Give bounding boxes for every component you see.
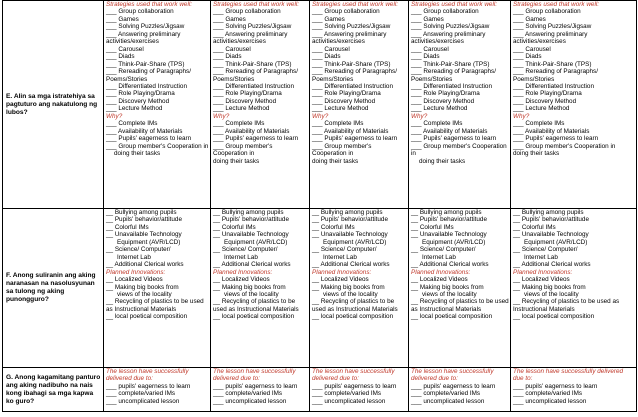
- strategies-cell-1: [104, 1, 211, 209]
- problem-item: Internet Lab: [524, 253, 558, 261]
- problem-item: __ Additional Clerical works: [513, 261, 591, 269]
- why-item: ___ Pupils' eagerness to learn: [312, 135, 398, 143]
- problem-item: __ Science/ Computer/: [411, 246, 476, 254]
- why-item: ___ Complete IMs: [106, 120, 158, 128]
- strategy-item: ___ Differentiated Instruction: [106, 82, 187, 90]
- strategy-item: ___ Differentiated Instruction: [411, 82, 492, 90]
- problems-cell-2: [211, 209, 310, 368]
- problem-item: Equipment (AVR/LCD): [524, 238, 588, 246]
- strategy-item: ___ Carousel: [312, 45, 350, 53]
- strategy-item: ___ Role Playing/Drama: [411, 90, 480, 98]
- innovation-item: __ Recycling of plastics to be used as Instructional Materials: [213, 298, 299, 313]
- strategy-item: ___ Think-Pair-Share (TPS): [312, 60, 391, 68]
- strategy-item: ___ Discovery Method: [513, 97, 577, 105]
- why-item: ___ Availability of Materials: [312, 127, 389, 135]
- strategies-cell-2: [211, 1, 310, 209]
- strategy-item: ___ Role Playing/Drama: [312, 90, 381, 98]
- materials-item: ___ uncomplicated lesson: [106, 397, 180, 405]
- problem-item: __ Science/ Computer/: [106, 246, 171, 254]
- strategies-heading: Strategies used that work well:: [213, 1, 300, 8]
- problem-item: Internet Lab: [323, 253, 357, 261]
- problem-item: __ Pupils' behavior/attitude: [213, 216, 289, 224]
- row-g-label: [3, 368, 104, 412]
- strategy-item: ___ Role Playing/Drama: [213, 90, 282, 98]
- materials-item: ___ complete/varied IMs: [513, 390, 583, 398]
- strategy-item: ___ Carousel: [513, 45, 551, 53]
- problem-item: __ Additional Clerical works: [106, 261, 184, 269]
- why-item: ___ Group member's Cooperation in: [106, 142, 209, 150]
- why-item: ___ Pupils' eagerness to learn: [513, 135, 599, 143]
- strategies-heading: Strategies used that work well:: [411, 1, 498, 8]
- strategy-item: ___ Rereading of Paragraphs/ Poems/Stories: [411, 68, 496, 83]
- strategies-cell-5: [511, 1, 637, 209]
- problem-item: __ Bullying among pupils: [106, 209, 177, 216]
- strategy-item: ___ Lecture Method: [312, 105, 369, 113]
- problems-cell-5: [511, 209, 637, 368]
- strategy-item: ___ Carousel: [213, 45, 251, 53]
- innovation-item: __ local poetical composition: [312, 313, 394, 321]
- why-item: ___ Group member's Cooperation in: [213, 142, 273, 158]
- why-heading: Why?: [513, 112, 530, 120]
- why-heading: Why?: [312, 112, 329, 120]
- innovation-item: __ local poetical composition: [213, 313, 295, 321]
- innovation-item: views of the locality: [524, 290, 579, 298]
- materials-item: ___ pupils' eagerness to learn: [312, 382, 397, 390]
- materials-item: ___ pupils' eagerness to learn: [213, 382, 298, 390]
- why-item: ___ Availability of Materials: [213, 127, 290, 135]
- strategy-item: ___ Role Playing/Drama: [513, 90, 582, 98]
- why-item: ___ Group member's Cooperation in: [312, 142, 372, 158]
- innovation-item: __ Making big books from: [513, 283, 586, 291]
- strategy-item: ___ Games: [411, 15, 444, 23]
- why-item: doing their tasks: [312, 157, 359, 165]
- strategy-item: ___ Solving Puzzles/Jigsaw: [411, 23, 490, 31]
- innovation-item: views of the locality: [224, 290, 279, 298]
- innovation-item: __ Recycling of plastics to be used as Instructional Materials: [106, 298, 204, 313]
- problem-item: __ Science/ Computer/: [312, 246, 377, 254]
- materials-heading: The lesson have successfully delivered due to:: [411, 368, 494, 383]
- problem-item: __ Pupils' behavior/attitude: [411, 216, 487, 224]
- strategy-item: ___ Diads: [513, 53, 542, 61]
- materials-item: ___ pupils' eagerness to learn: [513, 382, 598, 390]
- why-item: ___ Group member's Cooperation in: [411, 142, 507, 158]
- materials-cell-1: [104, 368, 211, 412]
- strategy-item: ___ Games: [106, 15, 139, 23]
- why-item: ___ Availability of Materials: [513, 127, 590, 135]
- innovation-item: __ Making big books from: [213, 283, 286, 291]
- innovation-item: __ Localized Videos: [106, 276, 163, 284]
- materials-item: ___ pupils' eagerness to learn: [411, 382, 496, 390]
- materials-item: ___ complete/varied IMs: [411, 390, 481, 398]
- strategy-item: ___ Answering preliminary activities/exercises: [213, 30, 288, 46]
- strategy-item: ___ Solving Puzzles/Jigsaw: [213, 23, 292, 31]
- innovation-item: __ Making big books from: [106, 283, 179, 291]
- problem-item: __ Pupils' behavior/attitude: [312, 216, 388, 224]
- problem-item: Internet Lab: [422, 253, 456, 261]
- materials-item: ___ uncomplicated lesson: [513, 397, 587, 405]
- innovation-item: __ Making big books from: [411, 283, 484, 291]
- problem-item: __ Unavailable Technology: [213, 231, 289, 239]
- strategy-item: ___ Group collaboration: [312, 8, 380, 16]
- problem-item: __ Pupils' behavior/attitude: [106, 216, 182, 224]
- strategy-item: ___ Answering preliminary activities/exercises: [106, 30, 181, 46]
- problem-item: __ Additional Clerical works: [213, 261, 291, 269]
- materials-heading: The lesson have successfully delivered due to:: [513, 368, 624, 383]
- row-e-label-text: E. Alin sa mga istratehiya sa pagtuturo ang nakatulong ng lubos?: [6, 92, 98, 116]
- materials-item: ___ pupils' eagerness to learn: [106, 382, 191, 390]
- why-item: ___ Complete IMs: [312, 120, 364, 128]
- strategy-item: ___ Diads: [411, 53, 440, 61]
- row-strategies: [3, 1, 637, 209]
- problem-item: __ Unavailable Technology: [106, 231, 182, 239]
- strategy-item: ___ Carousel: [411, 45, 449, 53]
- problem-item: __ Colorful IMs: [106, 223, 149, 231]
- strategy-item: ___ Lecture Method: [106, 105, 163, 113]
- row-f-label-text: F. Anong suliranin ang aking naranasan na nasolusyunan sa tulong ng aking punongguro?: [6, 272, 96, 303]
- why-item: ___ Complete IMs: [513, 120, 565, 128]
- strategy-item: ___ Think-Pair-Share (TPS): [513, 60, 592, 68]
- materials-cell-4: [409, 368, 511, 412]
- innovation-item: __ Making big books from: [312, 283, 385, 291]
- strategy-item: ___ Group collaboration: [513, 8, 581, 16]
- strategy-item: ___ Group collaboration: [106, 8, 174, 16]
- materials-heading: The lesson have successfully delivered due to:: [312, 368, 395, 383]
- innovation-item: __ local poetical composition: [411, 313, 493, 321]
- strategy-item: ___ Rereading of Paragraphs/ Poems/Stories: [106, 68, 191, 83]
- why-item: ___ Complete IMs: [411, 120, 463, 128]
- strategy-item: ___ Solving Puzzles/Jigsaw: [513, 23, 592, 31]
- problems-cell-4: [409, 209, 511, 368]
- problem-item: Equipment (AVR/LCD): [422, 238, 486, 246]
- strategy-item: ___ Games: [312, 15, 345, 23]
- problem-item: __ Bullying among pupils: [312, 209, 383, 216]
- strategy-item: ___ Games: [213, 15, 246, 23]
- why-item: doing their tasks: [213, 157, 260, 165]
- innovation-item: __ Localized Videos: [513, 276, 570, 284]
- innovation-item: __ Recycling of plastics to be used as Instructional Materials: [312, 298, 398, 313]
- strategies-cell-4: [409, 1, 511, 209]
- why-item: ___ Pupils' eagerness to learn: [106, 135, 192, 143]
- innovation-item: views of the locality: [323, 290, 378, 298]
- row-materials: [3, 368, 637, 412]
- row-e-label: [3, 1, 104, 209]
- strategy-item: ___ Think-Pair-Share (TPS): [411, 60, 490, 68]
- row-problems: [3, 209, 637, 368]
- problem-item: Internet Lab: [117, 253, 151, 261]
- materials-item: ___ complete/varied IMs: [106, 390, 176, 398]
- innovations-heading: Planned Innovations:: [213, 268, 273, 276]
- innovation-item: __ Localized Videos: [411, 276, 468, 284]
- innovation-item: __ local poetical composition: [513, 313, 595, 321]
- problem-item: Equipment (AVR/LCD): [224, 238, 288, 246]
- strategy-item: ___ Rereading of Paragraphs/ Poems/Stories: [213, 68, 298, 83]
- strategy-item: ___ Rereading of Paragraphs/ Poems/Stories: [312, 68, 397, 83]
- innovations-heading: Planned Innovations:: [513, 268, 573, 276]
- problem-item: __ Unavailable Technology: [411, 231, 487, 239]
- materials-item: ___ uncomplicated lesson: [411, 397, 485, 405]
- strategy-item: ___ Group collaboration: [213, 8, 281, 16]
- strategy-item: ___ Games: [513, 15, 546, 23]
- problem-item: Internet Lab: [224, 253, 258, 261]
- materials-item: ___ complete/varied IMs: [312, 390, 382, 398]
- innovation-item: __ Localized Videos: [213, 276, 270, 284]
- problem-item: __ Science/ Computer/: [513, 246, 578, 254]
- strategy-item: ___ Solving Puzzles/Jigsaw: [312, 23, 391, 31]
- strategy-item: ___ Differentiated Instruction: [513, 82, 594, 90]
- strategy-item: ___ Differentiated Instruction: [213, 82, 294, 90]
- materials-item: ___ complete/varied IMs: [213, 390, 283, 398]
- materials-item: ___ uncomplicated lesson: [312, 397, 386, 405]
- innovation-item: __ local poetical composition: [106, 313, 188, 321]
- row-f-label: [3, 209, 104, 368]
- problem-item: __ Additional Clerical works: [312, 261, 390, 269]
- why-item: doing their tasks: [419, 157, 466, 165]
- problem-item: __ Additional Clerical works: [411, 261, 489, 269]
- materials-cell-3: [310, 368, 409, 412]
- problem-item: __ Unavailable Technology: [513, 231, 589, 239]
- strategy-item: ___ Answering preliminary activities/exercises: [513, 30, 588, 46]
- problem-item: __ Unavailable Technology: [312, 231, 388, 239]
- strategy-item: ___ Role Playing/Drama: [106, 90, 175, 98]
- strategy-item: ___ Lecture Method: [513, 105, 570, 113]
- strategy-item: ___ Discovery Method: [411, 97, 475, 105]
- problems-cell-1: [104, 209, 211, 368]
- innovation-item: __ Recycling of plastics to be used as Instructional Materials: [411, 298, 509, 313]
- strategy-item: ___ Think-Pair-Share (TPS): [213, 60, 292, 68]
- problem-item: Equipment (AVR/LCD): [117, 238, 181, 246]
- innovation-item: views of the locality: [422, 290, 477, 298]
- strategy-item: ___ Diads: [106, 53, 135, 61]
- innovation-item: __ Localized Videos: [312, 276, 369, 284]
- innovations-heading: Planned Innovations:: [411, 268, 471, 276]
- strategy-item: ___ Discovery Method: [312, 97, 376, 105]
- problem-item: __ Colorful IMs: [513, 223, 556, 231]
- materials-cell-2: [211, 368, 310, 412]
- strategies-cell-3: [310, 1, 409, 209]
- strategy-item: ___ Discovery Method: [106, 97, 170, 105]
- innovations-heading: Planned Innovations:: [312, 268, 372, 276]
- problem-item: __ Bullying among pupils: [411, 209, 482, 216]
- problem-item: __ Pupils' behavior/attitude: [513, 216, 589, 224]
- strategy-item: ___ Diads: [312, 53, 341, 61]
- strategy-item: ___ Lecture Method: [213, 105, 270, 113]
- why-heading: Why?: [411, 112, 428, 120]
- materials-cell-5: [511, 368, 637, 412]
- why-item: doing their tasks: [513, 150, 560, 158]
- strategy-item: ___ Discovery Method: [213, 97, 277, 105]
- why-item: doing their tasks: [114, 150, 161, 158]
- strategy-item: ___ Solving Puzzles/Jigsaw: [106, 23, 185, 31]
- materials-heading: The lesson have successfully delivered due to:: [213, 368, 296, 383]
- why-item: ___ Complete IMs: [213, 120, 265, 128]
- why-item: ___ Pupils' eagerness to learn: [411, 135, 497, 143]
- strategy-item: ___ Think-Pair-Share (TPS): [106, 60, 185, 68]
- problem-item: __ Colorful IMs: [213, 223, 256, 231]
- problems-cell-3: [310, 209, 409, 368]
- strategy-item: ___ Answering preliminary activities/exercises: [312, 30, 387, 46]
- strategy-item: ___ Differentiated Instruction: [312, 82, 393, 90]
- why-item: ___ Pupils' eagerness to learn: [213, 135, 299, 143]
- dll-table: [2, 0, 637, 412]
- problem-item: Equipment (AVR/LCD): [323, 238, 387, 246]
- problem-item: __ Bullying among pupils: [213, 209, 284, 216]
- problem-item: __ Science/ Computer/: [213, 246, 278, 254]
- innovation-item: views of the locality: [117, 290, 172, 298]
- strategies-heading: Strategies used that work well:: [513, 1, 600, 8]
- materials-item: ___ uncomplicated lesson: [213, 397, 287, 405]
- innovation-item: __ Recycling of plastics to be used as Instructional Materials: [513, 298, 620, 313]
- innovations-heading: Planned Innovations:: [106, 268, 166, 276]
- strategy-item: ___ Rereading of Paragraphs/ Poems/Stories: [513, 68, 598, 83]
- materials-heading: The lesson have successfully delivered due to:: [106, 368, 189, 383]
- strategies-heading: Strategies used that work well:: [106, 1, 193, 8]
- why-item: ___ Group member's Cooperation in: [513, 142, 616, 150]
- problem-item: __ Colorful IMs: [312, 223, 355, 231]
- problem-item: __ Colorful IMs: [411, 223, 454, 231]
- strategy-item: ___ Carousel: [106, 45, 144, 53]
- strategy-item: ___ Diads: [213, 53, 242, 61]
- problem-item: __ Bullying among pupils: [513, 209, 584, 216]
- why-heading: Why?: [106, 112, 123, 120]
- strategy-item: ___ Group collaboration: [411, 8, 479, 16]
- strategies-heading: Strategies used that work well:: [312, 1, 399, 8]
- why-heading: Why?: [213, 112, 230, 120]
- strategy-item: ___ Answering preliminary activities/exercises: [411, 30, 486, 46]
- why-item: ___ Availability of Materials: [106, 127, 183, 135]
- why-item: ___ Availability of Materials: [411, 127, 488, 135]
- row-g-label-text: G. Anong kagamitang panturo ang aking nadibuho na nais kong ibahagi sa mga kapwa ko guro?: [6, 373, 101, 405]
- strategy-item: ___ Lecture Method: [411, 105, 468, 113]
